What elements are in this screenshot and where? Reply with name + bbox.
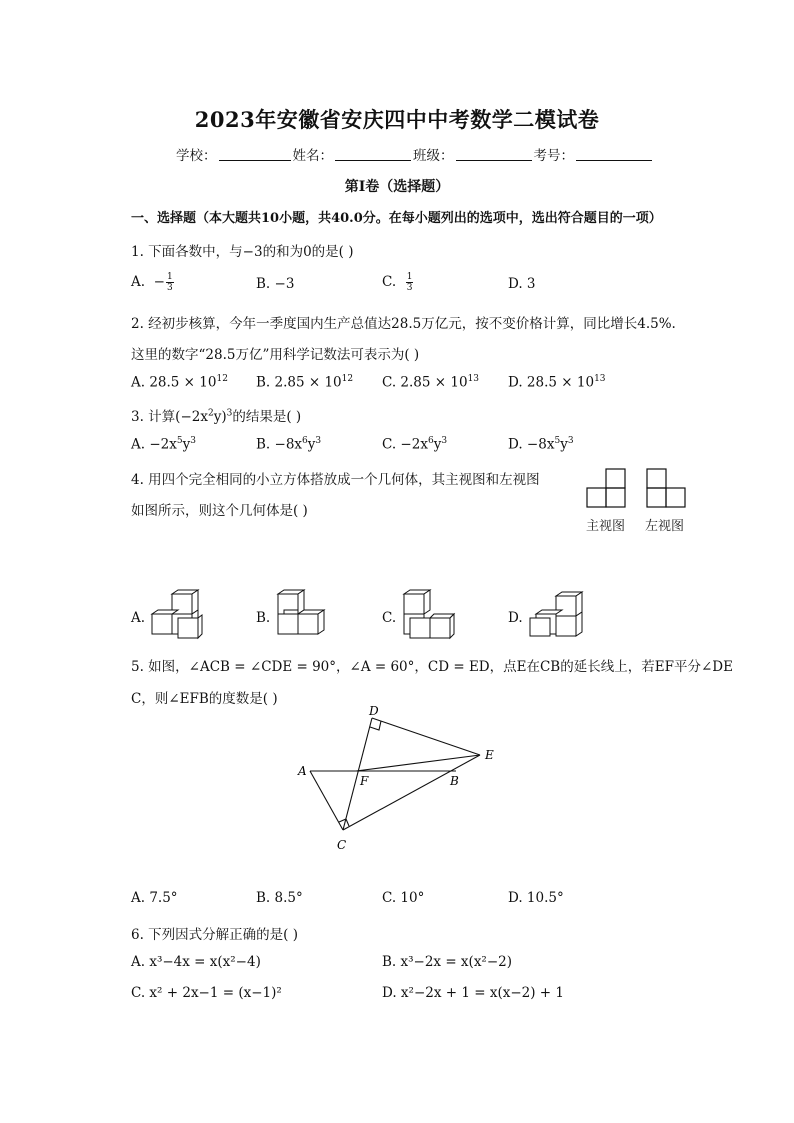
point-d-label: D [369, 705, 379, 718]
q3-option-a[interactable]: A. $-2x^5y^3$ [131, 436, 196, 453]
exam-title: 2023年安徽省安庆四中中考数学二模试卷 [194, 107, 600, 132]
q2-option-c[interactable]: C. $2.85 \times 10^{13}$ [382, 374, 480, 391]
left-view-caption: 左视图 [645, 519, 685, 534]
q6-option-b[interactable]: B. x³−2x = x(x²−2) [382, 954, 513, 970]
question-1-stem: 1. 下面各数中，与−3的和为0的是( ) [131, 244, 354, 260]
left-view-drawing [647, 469, 685, 507]
point-b-label: B [450, 774, 459, 788]
q5-geometry-figure [290, 705, 510, 855]
school-label: 学校： [176, 148, 217, 164]
point-a-label: A [298, 764, 307, 778]
volume-heading: 第I卷（选择题） [344, 179, 450, 195]
q4-option-d-label[interactable]: D. [508, 610, 523, 626]
q1-option-a[interactable]: A. − $\frac{1}{3}$ [131, 272, 173, 293]
q3-option-d[interactable]: D. $-8x^5y^3$ [508, 436, 574, 453]
q4-option-b-cubes[interactable] [274, 588, 334, 642]
class-blank[interactable] [456, 159, 532, 161]
q5-option-c[interactable]: C. 10° [382, 890, 425, 906]
section-heading: 一、选择题（本大题共10小题，共40.0分。在每小题列出的选项中，选出符合题目的一项） [131, 211, 662, 226]
number-blank[interactable] [576, 159, 652, 161]
point-c-label: C [337, 838, 347, 852]
q6-option-d[interactable]: D. x²−2x + 1 = x(x−2) + 1 [382, 985, 564, 1001]
question-5-line-2: C，则∠EFB的度数是( ) [131, 691, 278, 707]
q6-option-a[interactable]: A. x³−4x = x(x²−4) [131, 954, 261, 970]
q5-option-d[interactable]: D. 10.5° [508, 890, 564, 906]
question-6-stem: 6. 下列因式分解正确的是( ) [131, 927, 298, 943]
q2-option-a[interactable]: A. $28.5 \times 10^{12}$ [131, 374, 228, 391]
q4-option-d-cubes[interactable] [526, 588, 586, 642]
question-4-line-1: 4. 用四个完全相同的小立方体搭放成一个几何体，其主视图和左视图 [131, 472, 540, 488]
point-e-label: E [485, 748, 494, 762]
question-4-line-2: 如图所示，则这个几何体是( ) [131, 503, 308, 519]
question-2-line-2: 这里的数字“28.5万亿”用科学记数法可表示为( ) [131, 347, 420, 363]
front-view-caption: 主视图 [586, 519, 626, 534]
q3-option-b[interactable]: B. $-8x^6y^3$ [256, 436, 322, 453]
q1-option-d[interactable]: D. 3 [508, 276, 536, 292]
name-label: 姓名： [292, 148, 333, 164]
q5-option-a[interactable]: A. 7.5° [131, 890, 178, 906]
question-2-line-1: 2. 经初步核算，今年一季度国内生产总值达28.5万亿元，按不变价格计算，同比增长4.5%. [131, 316, 676, 332]
q2-option-d[interactable]: D. $28.5 \times 10^{13}$ [508, 374, 606, 391]
question-5-line-1: 5. 如图，∠ACB = ∠CDE = 90°，∠A = 60°，CD = ED，点E在CB的延长线上，若EF平分∠DE [131, 659, 733, 675]
q4-view-diagrams [580, 462, 700, 510]
q1-option-b[interactable]: B. −3 [256, 276, 295, 292]
q4-option-a-cubes[interactable] [148, 588, 208, 642]
q4-option-a-label[interactable]: A. [131, 610, 146, 626]
q5-option-b[interactable]: B. 8.5° [256, 890, 303, 906]
question-3-stem: 3. 计算$(-2x^2y)^3$的结果是( ) [131, 408, 302, 425]
q6-option-c[interactable]: C. x² + 2x−1 = (x−1)² [131, 985, 282, 1001]
q1-option-c[interactable]: C. $\frac{1}{3}$ [382, 272, 413, 293]
q3-option-c[interactable]: C. $-2x^6y^3$ [382, 436, 448, 453]
front-view-drawing [587, 469, 625, 507]
point-f-label: F [360, 774, 369, 788]
q2-option-b[interactable]: B. $2.85 \times 10^{12}$ [256, 374, 354, 391]
name-blank[interactable] [335, 159, 411, 161]
school-blank[interactable] [219, 159, 291, 161]
q4-option-c-label[interactable]: C. [382, 610, 397, 626]
class-label: 班级： [413, 148, 454, 164]
q4-option-c-cubes[interactable] [400, 586, 460, 644]
q4-option-b-label[interactable]: B. [256, 610, 271, 626]
number-label: 考号： [533, 148, 574, 164]
student-info-row [176, 144, 654, 164]
